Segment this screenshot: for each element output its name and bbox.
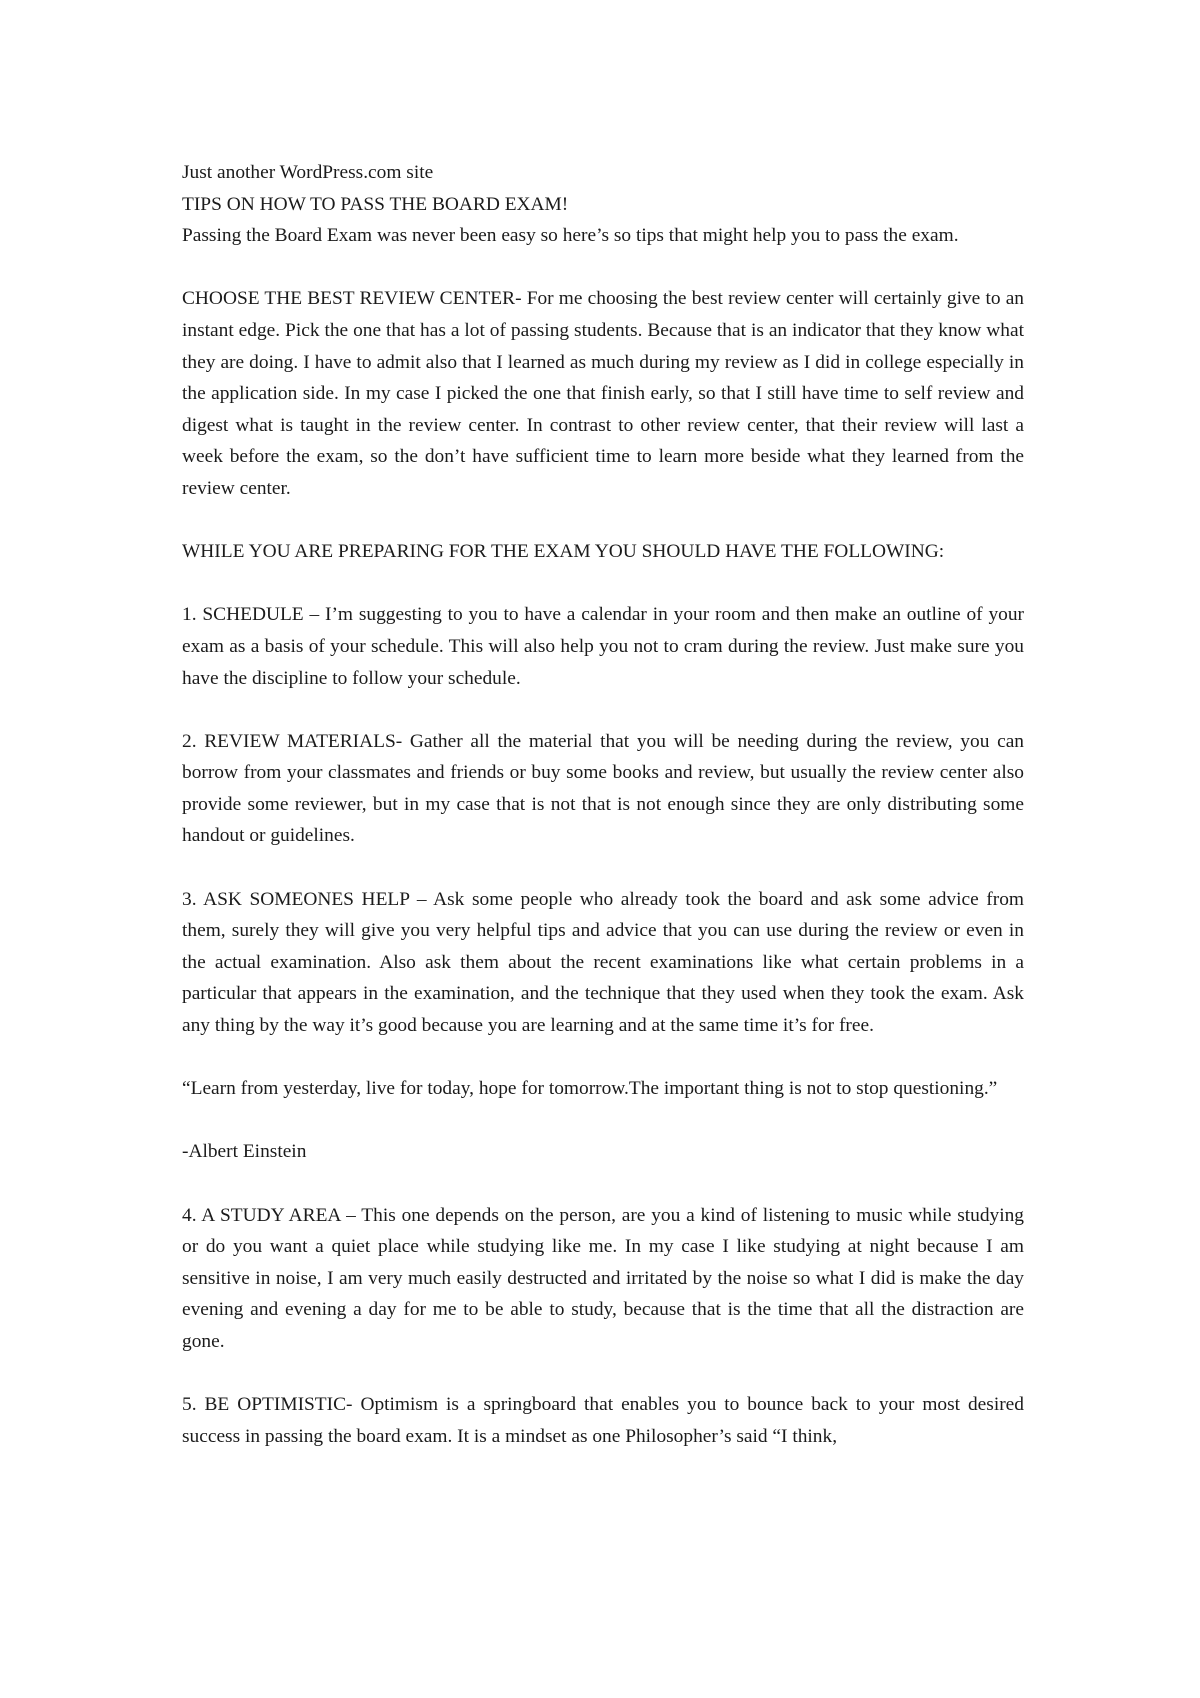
post-content [182,157,1024,1452]
paragraph-be-optimistic: 5. BE OPTIMISTIC- Optimism is a springboard that enables you to bounce back to your most desired success in passing the board exam. It is a mindset as one Philosopher’s said “I think, [182,1394,1024,1447]
paragraph-review-materials: 2. REVIEW MATERIALS- Gather all the material that you will be needing during the review, you can borrow from your classmates and friends or buy some books and review, but usually the review center also provide some reviewer, but in my case that is not that is not enough since they are only distributing some handout or guidelines. [182,730,1024,847]
paragraph-study-area: 4. A STUDY AREA – This one depends on the person, are you a kind of listening to music while studying or do you want a quiet place while studying like me. In my case I like studying at night because I am sensitive in noise, I am very much easily destructed and irritated by the noise so what I did is make the day evening and evening a day for me to be able to study, because that is the time that all the distraction are gone. [182,1204,1024,1352]
paragraph-schedule: 1. SCHEDULE – I’m suggesting to you to have a calendar in your room and then make an outline of your exam as a basis of your schedule. This will also help you not to cram during the review. Just make sure you have the discipline to follow your schedule. [182,604,1024,689]
quote-attribution: -Albert Einstein [182,1141,307,1163]
paragraph-preparing-heading: WHILE YOU ARE PREPARING FOR THE EXAM YOU SHOULD HAVE THE FOLLOWING: [182,541,945,563]
einstein-quote: “Learn from yesterday, live for today, hope for tomorrow.The important thing is not to stop questioning.” [182,1078,998,1100]
paragraph-review-center: CHOOSE THE BEST REVIEW CENTER- For me choosing the best review center will certainly give to an instant edge. Pick the one that has a lot of passing students. Because that is an indicator that they know what they are doing. I have to admit also that I learned as much during my review as I did in college especially in the application side. In my case I picked the one that finish early, so that I still have time to self review and digest what is taught in the review center. In contrast to other review center, that their review will last a week before the exam, so the don’t have sufficient time to learn more beside what they learned from the review center. [182,288,1024,499]
post-title: TIPS ON HOW TO PASS THE BOARD EXAM! [182,193,569,215]
paragraph-intro: Passing the Board Exam was never been easy so here’s so tips that might help you to pass the exam. [182,225,959,247]
site-tagline: Just another WordPress.com site [182,162,434,183]
paragraph-ask-help: 3. ASK SOMEONES HELP – Ask some people who already took the board and ask some advice from them, surely they will give you very helpful tips and advice that you can use during the review or even in the actual examination. Also ask them about the recent examinations like what certain problems in a particular that appears in the examination, and the technique that they used when they took the exam. Ask any thing by the way it’s good because you are learning and at the same time it’s for free. [182,888,1024,1037]
